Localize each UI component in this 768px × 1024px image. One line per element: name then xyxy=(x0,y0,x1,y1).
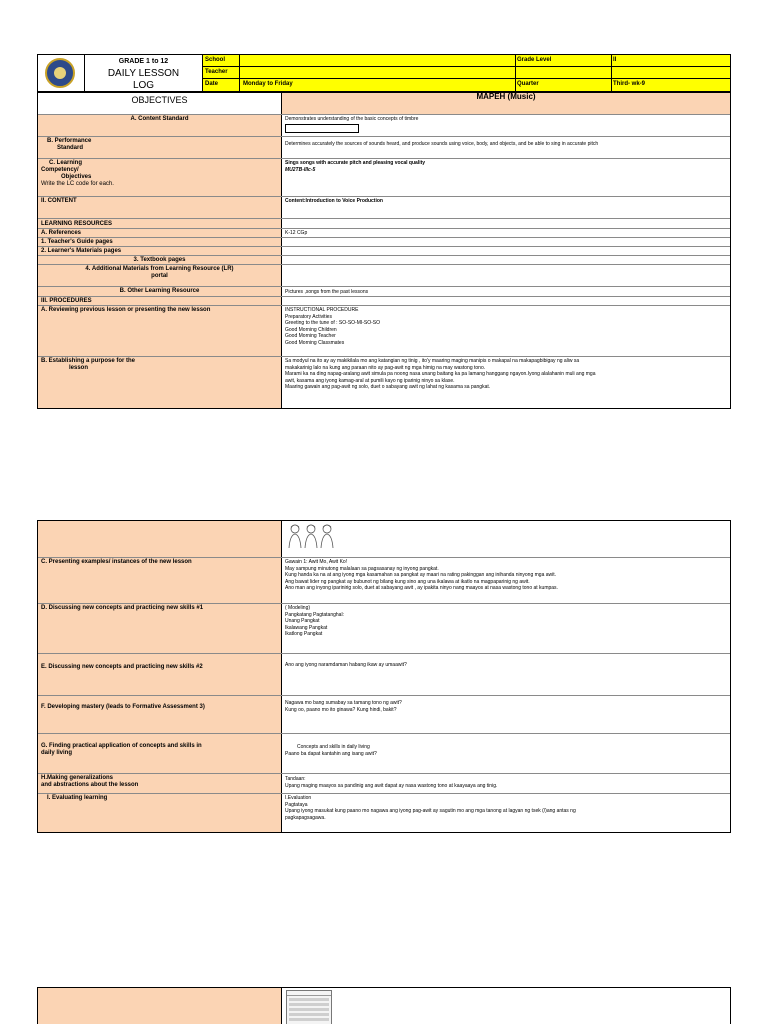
picture-row xyxy=(38,521,730,558)
other-resource-value: Pictures ,songs from the past lessons xyxy=(285,289,369,295)
textbook-pages-label: 3. Textbook pages xyxy=(38,256,282,264)
competency-text: Sings songs with accurate pitch and pleasing vocal quality xyxy=(285,160,426,166)
text-line: Ikatlong Pangkat xyxy=(285,631,323,638)
header-row-school xyxy=(203,55,730,67)
table-row xyxy=(38,115,730,137)
discussing-1-value xyxy=(282,604,730,653)
deped-seal-icon xyxy=(45,58,75,88)
content-standard-value xyxy=(282,115,730,136)
practical-application-value xyxy=(282,734,730,773)
text-line: I.Evaluation xyxy=(285,795,312,801)
text-line: Marami ka na ding napag-aralang awit simula pa noong nasa unang baitang ka pa lamang hanggang ngayon.Iyong alalahanin muli ang mga xyxy=(285,371,596,378)
table-row xyxy=(38,734,730,774)
table-row xyxy=(38,297,730,306)
text-line: ( Modeling) xyxy=(285,605,311,611)
text-line: Preparatory Activities xyxy=(285,313,332,320)
text-line: Tandaan: xyxy=(285,776,306,782)
establishing-purpose-value xyxy=(282,357,730,408)
divider xyxy=(239,55,240,91)
rubric-row xyxy=(38,988,730,1024)
evaluating-text: I. Evaluating learning xyxy=(47,795,108,801)
presenting-examples-label: C. Presenting examples/ instances of the new lesson xyxy=(38,558,282,603)
competency-line1: C. Learning xyxy=(49,160,83,166)
teacher-label: Teacher xyxy=(205,69,228,75)
text-line: Good Morning Classmates xyxy=(285,339,345,346)
text-line: Kung handa ka na at ang iyong mga kasamahan sa pangkat ay maari na rating pakinggan ang inihanda ninyong mga awit. xyxy=(285,572,557,579)
grade-line: GRADE 1 to 12 xyxy=(118,58,169,65)
table-row xyxy=(38,654,730,696)
reviewing-value xyxy=(282,306,730,356)
grade-level-value: II xyxy=(613,57,617,63)
logo-cell xyxy=(38,55,85,91)
establishing-line1: B. Establishing a purpose for the xyxy=(41,358,136,364)
table-row xyxy=(38,287,730,297)
competency-label xyxy=(38,159,282,196)
generalizations-label xyxy=(38,774,282,793)
school-label: School xyxy=(205,57,226,63)
date-value: Monday to Friday xyxy=(243,81,293,87)
performance-label-line1: B. Performance xyxy=(47,138,92,144)
table-row xyxy=(38,197,730,219)
rubric-cell xyxy=(282,988,730,1024)
table-row xyxy=(38,265,730,287)
text-line: pagkapagsagawa. xyxy=(285,814,326,821)
text-line: Pagtataya xyxy=(285,801,308,808)
learning-resources-label: LEARNING RESOURCES xyxy=(38,219,282,228)
performance-standard-value: Determines accurately the sources of sounds heard, and produce sounds using voice, body, and objects, and be able to sing in accurate pitch xyxy=(285,141,599,147)
text-line: Gawain 1: Awit Mo, Awit Ko! xyxy=(285,559,348,565)
title-line2: LOG xyxy=(132,80,155,91)
content-label: II. CONTENT xyxy=(38,197,282,218)
text-line: makakarinig lalo na kung ang paraan nito ay pag-awit ng mga himig na may wastong tono. xyxy=(285,364,486,371)
competency-value xyxy=(282,159,730,196)
establishing-purpose-label xyxy=(38,357,282,408)
additional-materials-line1: 4. Additional Materials from Learning Resource (LR) xyxy=(85,266,234,272)
table-row xyxy=(38,238,730,247)
competency-line4: Write the LC code for each. xyxy=(41,181,114,187)
picture-cell xyxy=(282,521,730,557)
text-line: Concepts and skills in daily living xyxy=(297,744,370,750)
textbook-pages-value xyxy=(282,256,730,264)
generalizations-line2: and abstractions about the lesson xyxy=(41,782,139,788)
divider xyxy=(611,55,612,91)
text-line: May sampung minutong malalaan sa pagsasanay ng inyong pangkat. xyxy=(285,565,439,572)
text-line: Kung oo, paano mo ito ginawa? Kung hindi, bakit? xyxy=(285,706,397,713)
evaluating-value xyxy=(282,794,730,832)
singers-illustration-icon xyxy=(286,523,336,549)
performance-label-line2: Standard xyxy=(57,145,84,151)
rubric-line xyxy=(289,998,329,1001)
blank-label-cell xyxy=(38,988,282,1024)
title-line1: DAILY LESSON xyxy=(107,68,180,79)
lesson-table-3 xyxy=(37,987,731,1024)
table-row xyxy=(38,794,730,832)
blank-label-cell xyxy=(38,521,282,557)
additional-materials-line2: portal xyxy=(151,273,168,279)
text-line: awit, kasama ang iyong kamag-aral at pumili kayo ng iparinig ninyo sa klase. xyxy=(285,377,455,384)
lesson-table-1 xyxy=(37,92,731,409)
rubric-line xyxy=(289,1008,329,1011)
text-line: Unang Pangkat xyxy=(285,618,320,625)
blank-box xyxy=(285,124,359,133)
date-label: Date xyxy=(205,81,219,87)
table-row xyxy=(38,558,730,604)
header-row-date xyxy=(203,79,730,91)
lm-pages-value xyxy=(282,247,730,255)
header-row-teacher xyxy=(203,67,730,79)
header-table xyxy=(37,54,731,92)
text-line: Upang iyong masukat kung paano mo nagawa ang iyong pag-awit ay sagutin mo ang mga tanong at lagyan ng tsek (/)ang antas ng xyxy=(285,808,576,815)
text-line: Pangkatang Pagtatanghal: xyxy=(285,611,344,618)
competency-line2: Competency/ xyxy=(41,167,79,173)
practical-application-label xyxy=(38,734,282,773)
content-standard-text: Demonstrates understanding of the basic concepts of timbre xyxy=(285,116,419,122)
quarter-label: Quarter xyxy=(517,81,539,87)
practical-line2: daily living xyxy=(41,750,73,756)
generalizations-line1: H.Making generalizations xyxy=(41,775,114,781)
rubric-thumbnail xyxy=(286,990,332,1024)
reviewing-label: A. Reviewing previous lesson or presenting the new lesson xyxy=(38,306,282,356)
lesson-table-2 xyxy=(37,520,731,833)
lm-pages-label: 2. Learner's Materials pages xyxy=(38,247,282,255)
additional-materials-value xyxy=(282,265,730,286)
practical-line1: G. Finding practical application of concepts and skills in xyxy=(41,743,202,749)
table-row xyxy=(38,219,730,229)
text-line: Ikalawang Pangkat xyxy=(285,624,328,631)
developing-mastery-value xyxy=(282,696,730,733)
table-row xyxy=(38,357,730,408)
quarter-value: Third- wk-9 xyxy=(613,81,646,87)
text-line: Nagawa mo bang sumabay sa tamang tono ng awit? xyxy=(285,700,402,706)
objectives-heading: OBJECTIVES xyxy=(38,93,282,114)
discussing-2-value xyxy=(282,654,730,695)
tg-pages-value xyxy=(282,238,730,246)
text-line: Ano ang iyong naramdaman habang ikaw ay umaawit? xyxy=(285,662,407,668)
table-row xyxy=(38,306,730,357)
tg-pages-label: 1. Teacher's Guide pages xyxy=(38,238,282,246)
rubric-line xyxy=(289,1013,329,1016)
rubric-line xyxy=(289,1018,329,1021)
table-row xyxy=(38,696,730,734)
additional-materials-label xyxy=(38,265,282,286)
title-cell xyxy=(85,55,203,91)
table-row xyxy=(38,159,730,197)
discussing-2-label: E. Discussing new concepts and practicing new skills #2 xyxy=(38,654,282,695)
references-value: K-12 CGp xyxy=(285,230,308,236)
objectives-row xyxy=(38,93,730,115)
text-line: Paano ba dapat kantahin ang isang awit? xyxy=(285,750,377,757)
references-label: A. References xyxy=(38,229,282,237)
content-standard-label: A. Content Standard xyxy=(38,115,282,136)
text-line: Good Morning Teacher xyxy=(285,333,336,340)
procedures-value xyxy=(282,297,730,305)
divider xyxy=(515,55,516,91)
grade-level-label: Grade Level xyxy=(517,57,552,63)
developing-mastery-label: F. Developing mastery (leads to Formative Assessment 3) xyxy=(38,696,282,733)
table-row xyxy=(38,604,730,654)
text-line: INSTRUCTIONAL PROCEDURE xyxy=(285,307,359,313)
learning-resources-value xyxy=(282,219,730,228)
performance-standard-label xyxy=(38,137,282,158)
other-resource-label: B. Other Learning Resource xyxy=(38,287,282,296)
text-line: Ang bawat lider ng pangkat ay bubunot ng bilang kung sino ang una ikalawa at ikatlo na magpaparinig ng awit. xyxy=(285,578,530,585)
establishing-line2: lesson xyxy=(69,365,89,371)
presenting-examples-value xyxy=(282,558,730,603)
procedures-label: III. PROCEDURES xyxy=(38,297,282,305)
table-row xyxy=(38,137,730,159)
table-row xyxy=(38,774,730,794)
text-line: Ano man ang inyong iparinirig solo, duet at sabayang awit , ay ipakita ninyo nang maayos at nasa wastong tono at kumpas. xyxy=(285,585,558,592)
competency-line3: Objectives xyxy=(61,174,92,180)
generalizations-value xyxy=(282,774,730,793)
content-value: Content:Introduction to Voice Production xyxy=(285,198,383,204)
text-line: Maaring gawain ang pag-awit ng solo, duet o sabayang awit ng lahat ng kasama sa pangkat. xyxy=(285,384,491,391)
text-line: Good Morning Children xyxy=(285,326,337,333)
subject-heading: MAPEH (Music) xyxy=(282,93,730,114)
text-line: Sa modyul na ito ay ay makikilala mo ang katangian ng tinig , ito'y maaring maging manipis o makapal na makapagbibigay ng aliw sa xyxy=(285,358,580,364)
table-row xyxy=(38,229,730,238)
text-line: Upang maging maayos sa pandinig ang awit dapat ay nasa wastong tono at kaayaaya ang tinig. xyxy=(285,782,498,789)
table-row xyxy=(38,247,730,256)
rubric-header-line xyxy=(287,991,331,996)
evaluating-label xyxy=(38,794,282,832)
rubric-line xyxy=(289,1003,329,1006)
table-row xyxy=(38,256,730,265)
competency-code: MU2TB-IIIc-5 xyxy=(285,166,316,173)
discussing-1-label: D. Discussing new concepts and practicing new skills #1 xyxy=(38,604,282,653)
text-line: Greeting to the tune of : SO-SO-MI-SO-SO xyxy=(285,320,381,327)
